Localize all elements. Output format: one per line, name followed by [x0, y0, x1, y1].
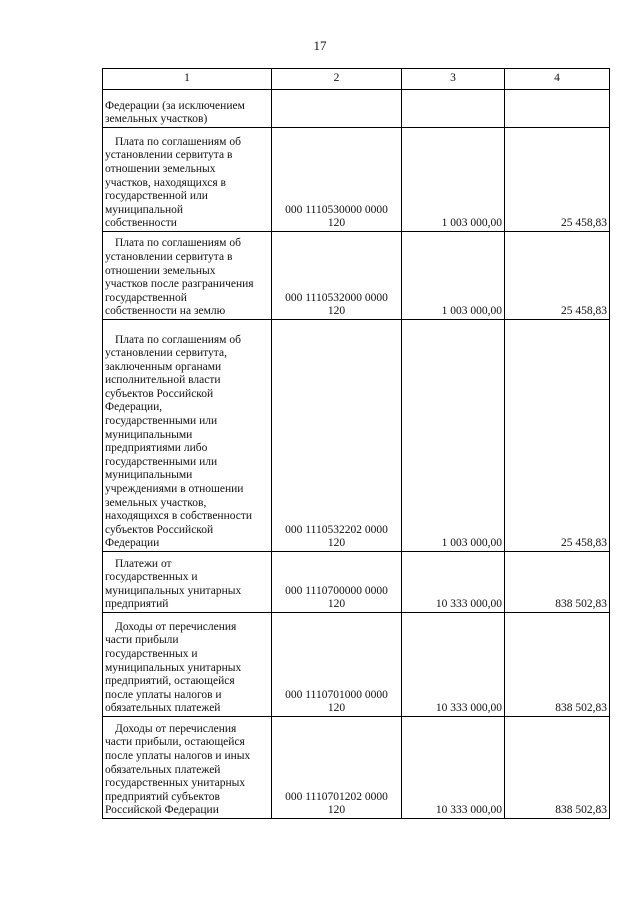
column-header-2: 2: [272, 69, 402, 90]
row-name-text: Доходы от перечисления части прибыли государственных и муниципальных унитарных предприятий, остающейся после уплаты налогов и обязательных платежей: [105, 620, 242, 715]
row-fact-cell: 838 502,83: [505, 717, 610, 819]
row-name-cell: Федерации (за исключением земельных участков): [103, 90, 272, 128]
row-name-text: Плата по соглашениям об установлении сервитута, заключенным органами исполнительной власти субъектов Российской Федерации, государственными или муниципальными предприятиями либо государственными или муниципальными учреждениями в отношении земельных участков, находящихся в собственности субъектов Российской Федерации: [105, 333, 253, 550]
row-fact-cell: 838 502,83: [505, 552, 610, 613]
row-plan-cell: 1 003 000,00: [402, 320, 505, 552]
row-name-cell: [103, 717, 272, 819]
table-row: [103, 320, 610, 552]
row-name-text: Плата по соглашениям об установлении сервитута в отношении земельных участков после разграничения государственной собственности на землю: [105, 237, 254, 318]
row-name-cell: [103, 128, 272, 232]
row-plan-cell: 10 333 000,00: [402, 717, 505, 819]
row-name-cell: [103, 320, 272, 552]
page-number: 17: [313, 38, 327, 53]
table-row: [103, 613, 610, 717]
row-code-cell: 000 1110532202 0000 120: [272, 320, 402, 552]
row-name-cell: [103, 613, 272, 717]
row-plan-cell: 1 003 000,00: [402, 128, 505, 232]
row-name-cell: [103, 232, 272, 320]
revenue-table: [102, 68, 610, 819]
column-header-3: 3: [402, 69, 505, 90]
table-header-row: [103, 69, 610, 90]
row-code-cell: 000 1110700000 0000 120: [272, 552, 402, 613]
row-plan-cell: 10 333 000,00: [402, 552, 505, 613]
row-name-cell: [103, 552, 272, 613]
table-row: [103, 128, 610, 232]
row-code-cell: 000 1110530000 0000 120: [272, 128, 402, 232]
table-row: [103, 717, 610, 819]
row-code-cell: 000 1110532000 0000 120: [272, 232, 402, 320]
row-fact-cell: 25 458,83: [505, 320, 610, 552]
row-fact-cell: 838 502,83: [505, 613, 610, 717]
table-row: [103, 232, 610, 320]
row-code-cell: 000 1110701202 0000 120: [272, 717, 402, 819]
row-plan-cell: [402, 90, 505, 128]
row-name-text: Платежи от государственных и муниципальных унитарных предприятий: [105, 557, 242, 611]
row-fact-cell: 25 458,83: [505, 232, 610, 320]
table-row: [103, 90, 610, 128]
column-header-4: 4: [505, 69, 610, 90]
row-name-text: Доходы от перечисления части прибыли, остающейся после уплаты налогов и иных обязательных платежей государственных унитарных предприятий субъектов Российской Федерации: [105, 722, 251, 817]
column-header-1: 1: [103, 69, 272, 90]
row-plan-cell: 10 333 000,00: [402, 613, 505, 717]
row-plan-cell: 1 003 000,00: [402, 232, 505, 320]
row-fact-cell: 25 458,83: [505, 128, 610, 232]
row-fact-cell: [505, 90, 610, 128]
row-code-cell: [272, 90, 402, 128]
row-code-cell: 000 1110701000 0000 120: [272, 613, 402, 717]
row-name-text: Плата по соглашениям об установлении сервитута в отношении земельных участков, находящихся в государственной или муниципальной собственности: [105, 135, 241, 230]
table-row: [103, 552, 610, 613]
